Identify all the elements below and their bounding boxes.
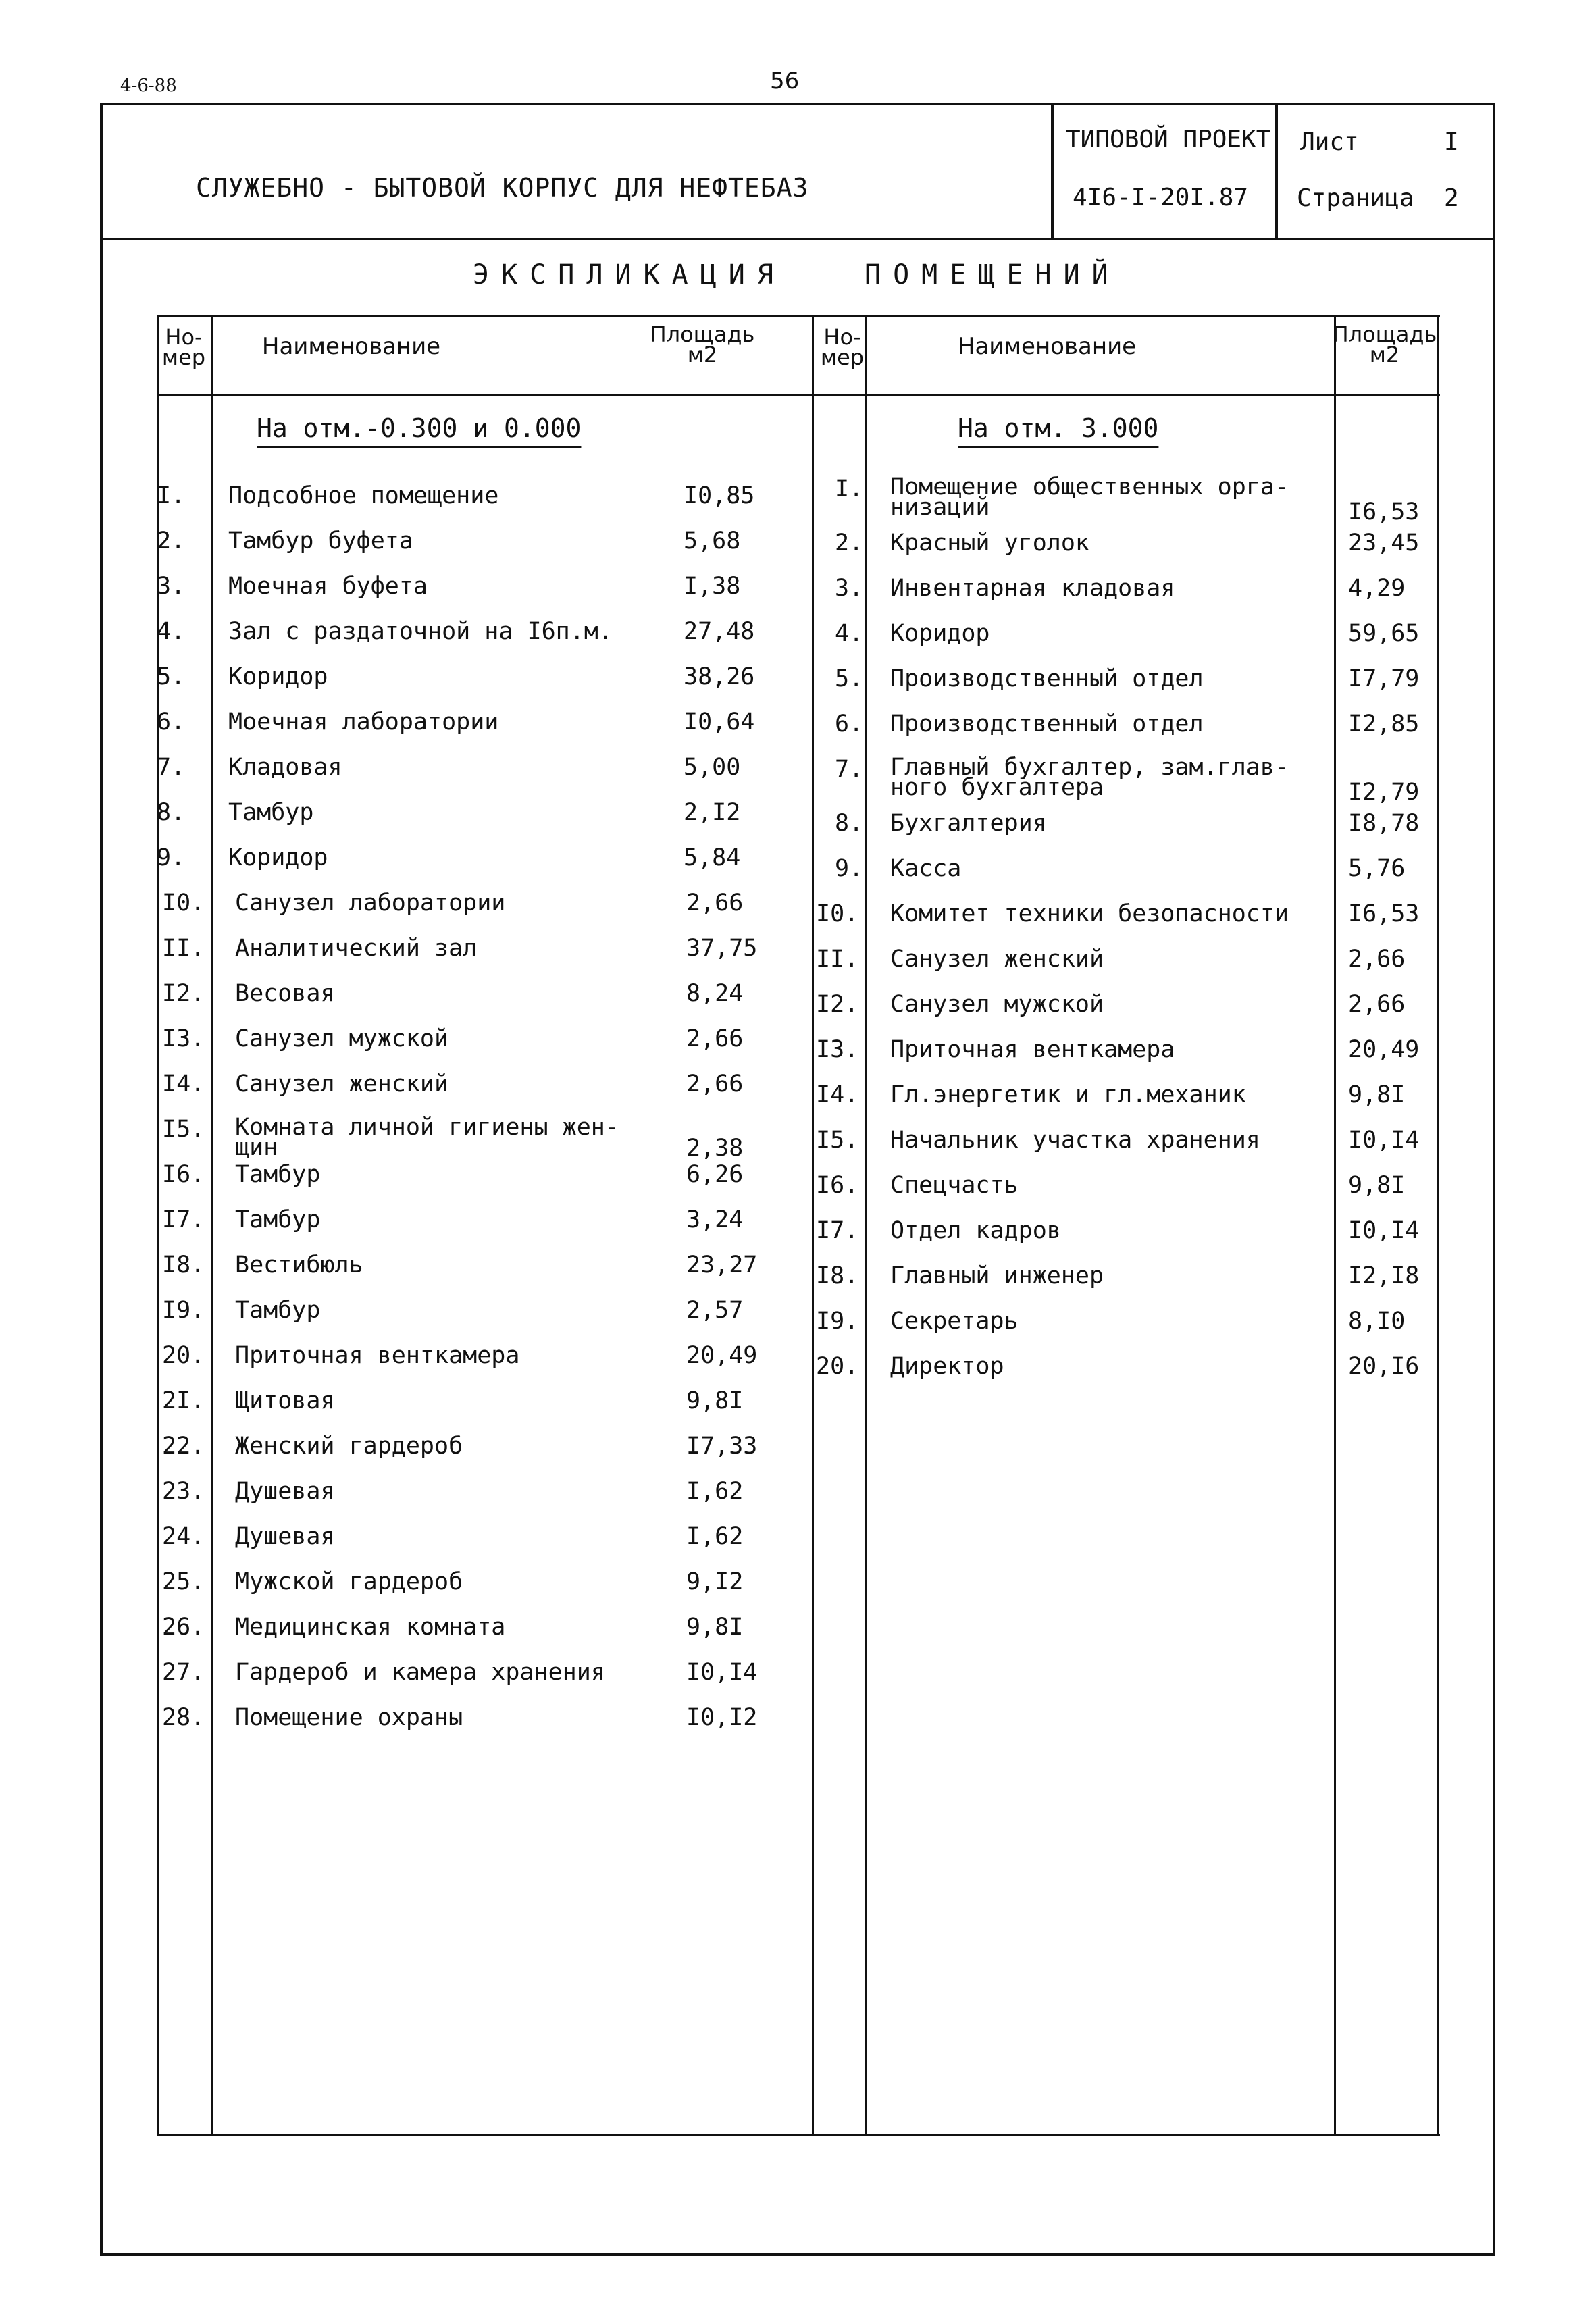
column-header-area: Площадь м2 (1332, 322, 1437, 367)
room-area: I7,79 (1348, 665, 1420, 692)
row-number: 5. (157, 663, 186, 690)
row-number: I9. (816, 1308, 859, 1335)
row-number: I8. (162, 1252, 205, 1279)
table-border (1437, 315, 1439, 2136)
room-area: I0,I4 (1348, 1127, 1420, 1154)
document-title: СЛУЖЕБНО - БЫТОВОЙ КОРПУС ДЛЯ НЕФТЕБАЗ (196, 173, 809, 203)
room-name: Весовая (235, 980, 335, 1007)
room-area: I8,78 (1348, 810, 1420, 837)
row-number: 9. (157, 844, 186, 871)
room-name: Медицинская комната (235, 1614, 506, 1641)
room-area: 9,8I (1348, 1081, 1406, 1108)
room-area: 9,8I (686, 1614, 744, 1641)
row-number: II. (816, 946, 859, 973)
room-area: 59,65 (1348, 620, 1420, 647)
column-header-area: Площадь м2 (650, 322, 755, 367)
row-number: 3. (157, 573, 186, 600)
room-area: 27,48 (684, 618, 755, 645)
sheet-label: Лист (1300, 128, 1359, 156)
row-number: I5. (162, 1116, 205, 1143)
page-number: 56 (770, 68, 800, 95)
room-name: Женский гардероб (235, 1433, 463, 1460)
row-number: 4. (835, 620, 864, 647)
room-name: Комната личной гигиены жен- щин (235, 1114, 619, 1161)
row-number: 28. (162, 1704, 205, 1731)
room-name: Главный бухгалтер, зам.глав- ного бухгалтера (890, 754, 1289, 801)
room-area: 8,I0 (1348, 1308, 1406, 1335)
room-area: I2,85 (1348, 711, 1420, 738)
row-number: I0. (816, 900, 859, 927)
row-number: I8. (816, 1262, 859, 1289)
table-border (157, 394, 1440, 396)
row-number: 27. (162, 1659, 205, 1686)
room-name: Мужской гардероб (235, 1568, 463, 1595)
room-name: Производственный отдел (890, 665, 1204, 692)
room-name: Щитовая (235, 1387, 335, 1414)
room-area: 9,I2 (686, 1568, 744, 1595)
table-border (157, 315, 1440, 317)
room-name: Тамбур (235, 1297, 321, 1324)
room-area: I,38 (684, 573, 741, 600)
project-code: 4I6-I-20I.87 (1073, 184, 1249, 211)
room-area: I0,85 (684, 482, 755, 509)
room-area: 20,49 (686, 1342, 758, 1369)
room-area: 20,49 (1348, 1036, 1420, 1063)
room-area: I6,53 (1348, 900, 1420, 927)
section-title-right: На отм. 3.000 (958, 413, 1159, 443)
column-header-number: Но- мер (161, 324, 206, 370)
title-divider (1051, 103, 1054, 240)
row-number: 20. (816, 1353, 859, 1380)
room-name: Санузел лаборатории (235, 890, 506, 917)
row-number: 8. (157, 799, 186, 826)
row-number: I6. (816, 1172, 859, 1199)
row-number: 5. (835, 665, 864, 692)
row-number: 7. (835, 756, 864, 783)
room-name: Главный инженер (890, 1262, 1104, 1289)
room-area: I0,I2 (686, 1704, 758, 1731)
room-name: Помещение охраны (235, 1704, 463, 1731)
room-area: 2,66 (1348, 946, 1406, 973)
table-border (211, 315, 213, 2136)
room-area: 2,66 (1348, 991, 1406, 1018)
room-area: I,62 (686, 1523, 744, 1550)
row-number: 22. (162, 1433, 205, 1460)
title-divider (1275, 103, 1278, 240)
row-number: I6. (162, 1161, 205, 1188)
row-number: 8. (835, 810, 864, 837)
room-name: Тамбур (235, 1206, 321, 1233)
room-name: Приточная венткамера (890, 1036, 1175, 1063)
table-border (812, 315, 814, 2136)
room-area: 23,27 (686, 1252, 758, 1279)
room-area: 5,68 (684, 528, 741, 555)
room-name: Начальник участка хранения (890, 1127, 1260, 1154)
room-area: 2,57 (686, 1297, 744, 1324)
table-border (157, 2134, 1440, 2136)
room-name: Подсобное помещение (228, 482, 499, 509)
room-name: Секретарь (890, 1308, 1019, 1335)
room-name: Спецчасть (890, 1172, 1019, 1199)
row-number: 6. (157, 709, 186, 736)
title-block (100, 103, 1495, 240)
room-area: 2,66 (686, 890, 744, 917)
room-name: Моечная лаборатории (228, 709, 499, 736)
room-name: Моечная буфета (228, 573, 428, 600)
room-name: Аналитический зал (235, 935, 478, 962)
room-area: 38,26 (684, 663, 755, 690)
row-number: 26. (162, 1614, 205, 1641)
room-name: Отдел кадров (890, 1217, 1061, 1244)
row-number: 20. (162, 1342, 205, 1369)
row-number: 24. (162, 1523, 205, 1550)
room-area: 6,26 (686, 1161, 744, 1188)
room-name: Гардероб и камера хранения (235, 1659, 605, 1686)
room-area: I2,I8 (1348, 1262, 1420, 1289)
room-name: Приточная венткамера (235, 1342, 520, 1369)
room-name: Гл.энергетик и гл.механик (890, 1081, 1246, 1108)
row-number: 25. (162, 1568, 205, 1595)
room-name: Красный уголок (890, 530, 1090, 557)
table-border (865, 315, 867, 2136)
room-name: Тамбур буфета (228, 528, 413, 555)
room-area: 20,I6 (1348, 1353, 1420, 1380)
row-number: 3. (835, 575, 864, 602)
page-label: Страница (1297, 184, 1414, 212)
room-name: Санузел женский (890, 946, 1104, 973)
page-value: 2 (1444, 184, 1459, 212)
section-title-left: На отм.-0.300 и 0.000 (257, 413, 582, 443)
row-number: I9. (162, 1297, 205, 1324)
row-number: 6. (835, 711, 864, 738)
room-name: Вестибюль (235, 1252, 363, 1279)
row-number: I. (835, 475, 864, 503)
room-area: 2,I2 (684, 799, 741, 826)
room-area: 5,76 (1348, 855, 1406, 882)
room-name: Кладовая (228, 754, 342, 781)
room-area: 3,24 (686, 1206, 744, 1233)
column-header-name: Наименование (261, 333, 441, 360)
room-area: 23,45 (1348, 530, 1420, 557)
room-name: Бухгалтерия (890, 810, 1047, 837)
room-area: 5,00 (684, 754, 741, 781)
room-area: 2,66 (686, 1025, 744, 1052)
room-area: I,62 (686, 1478, 744, 1505)
room-name: Санузел мужской (890, 991, 1104, 1018)
room-name: Санузел женский (235, 1071, 449, 1098)
row-number: 9. (835, 855, 864, 882)
row-number: I2. (162, 980, 205, 1007)
row-number: I7. (162, 1206, 205, 1233)
room-area: I6,53 (1348, 498, 1420, 525)
room-name: Тамбур (235, 1161, 321, 1188)
room-area: 37,75 (686, 935, 758, 962)
table-border (1334, 315, 1336, 2136)
room-name: Помещение общественных орга- низаций (890, 473, 1289, 521)
room-area: I0,64 (684, 709, 755, 736)
row-number: 4. (157, 618, 186, 645)
column-header-name: Наименование (957, 333, 1137, 360)
sheet-value: I (1444, 128, 1459, 156)
row-number: I0. (162, 890, 205, 917)
document-code: 4-6-88 (120, 76, 177, 96)
table-heading: ЭКСПЛИКАЦИЯ (473, 259, 786, 290)
room-name: Производственный отдел (890, 711, 1204, 738)
room-area: 9,8I (686, 1387, 744, 1414)
room-name: Коридор (228, 663, 328, 690)
row-number: I4. (162, 1071, 205, 1098)
room-area: I2,79 (1348, 779, 1420, 806)
row-number: I. (157, 482, 186, 509)
table-heading: ПОМЕЩЕНИЙ (865, 259, 1121, 290)
row-number: 2. (835, 530, 864, 557)
room-name: Душевая (235, 1478, 335, 1505)
room-name: Коридор (890, 620, 990, 647)
room-area: 2,66 (686, 1071, 744, 1098)
room-area: 2,38 (686, 1135, 744, 1162)
row-number: II. (162, 935, 205, 962)
room-area: I0,I4 (1348, 1217, 1420, 1244)
room-name: Тамбур (228, 799, 314, 826)
row-number: 2I. (162, 1387, 205, 1414)
room-name: Инвентарная кладовая (890, 575, 1175, 602)
room-area: 8,24 (686, 980, 744, 1007)
room-area: 5,84 (684, 844, 741, 871)
row-number: 23. (162, 1478, 205, 1505)
room-name: Коридор (228, 844, 328, 871)
room-area: I0,I4 (686, 1659, 758, 1686)
row-number: I4. (816, 1081, 859, 1108)
room-name: Комитет техники безопасности (890, 900, 1289, 927)
row-number: 2. (157, 528, 186, 555)
room-name: Директор (890, 1353, 1004, 1380)
row-number: I3. (816, 1036, 859, 1063)
room-name: Касса (890, 855, 962, 882)
room-area: I7,33 (686, 1433, 758, 1460)
room-area: 4,29 (1348, 575, 1406, 602)
column-header-number: Но- мер (820, 324, 865, 370)
row-number: I7. (816, 1217, 859, 1244)
row-number: I3. (162, 1025, 205, 1052)
row-number: 7. (157, 754, 186, 781)
room-name: Зал с раздаточной на I6п.м. (228, 618, 613, 645)
room-area: 9,8I (1348, 1172, 1406, 1199)
room-name: Санузел мужской (235, 1025, 449, 1052)
room-name: Душевая (235, 1523, 335, 1550)
row-number: I5. (816, 1127, 859, 1154)
project-label: ТИПОВОЙ ПРОЕКТ (1066, 126, 1271, 153)
row-number: I2. (816, 991, 859, 1018)
